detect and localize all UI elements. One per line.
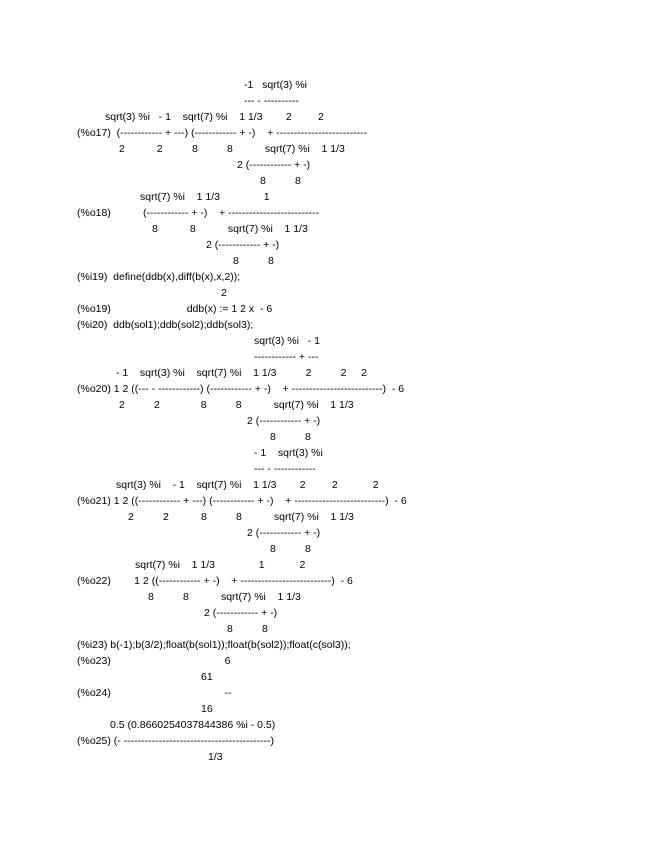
text-line: (%o24) -- [77, 687, 232, 699]
text-line: (%o23) 6 [77, 655, 231, 667]
text-line: 2 (------------ + -) [204, 607, 278, 619]
text-line: 2 (------------ + -) [237, 159, 311, 171]
text-line: (%i19) define(ddb(x),diff(b(x),x,2)); [77, 271, 241, 283]
text-line: -1 sqrt(3) %i [244, 79, 308, 91]
text-line: (%o18) (------------ + -) + -------------------------- [77, 207, 319, 219]
text-line: (%o22) 1 2 ((------------ + -) + --------------------------) - 6 [77, 575, 353, 587]
text-line: 2 (------------ + -) [247, 415, 321, 427]
text-line: sqrt(7) %i 1 1/3 1 [140, 191, 270, 203]
text-line: (%o25) (- ------------------------------------------) [77, 735, 275, 747]
text-line: sqrt(3) %i - 1 sqrt(7) %i 1 1/3 2 2 2 [116, 479, 379, 491]
text-line: (%o21) 1 2 ((------------ + ---) (------------ + -) + --------------------------) - 6 [77, 495, 407, 507]
text-line: ------------ + --- [254, 351, 319, 363]
text-line: 8 8 [233, 255, 274, 267]
text-line: 1/3 [208, 751, 223, 763]
text-line: sqrt(3) %i - 1 sqrt(7) %i 1 1/3 2 2 [105, 111, 324, 123]
text-line: 2 (------------ + -) [206, 239, 280, 251]
text-line: 8 8 sqrt(7) %i 1 1/3 [148, 591, 301, 603]
text-line: - 1 sqrt(3) %i sqrt(7) %i 1 1/3 2 2 2 [116, 367, 367, 379]
text-line: sqrt(7) %i 1 1/3 1 2 [135, 559, 306, 571]
text-line: 8 8 sqrt(7) %i 1 1/3 [152, 223, 308, 235]
text-line: 61 [201, 671, 213, 683]
text-line: --- - ---------- [244, 95, 299, 107]
text-line: 8 8 [270, 543, 311, 555]
text-line: (%i23) b(-1);b(3/2);float(b(sol1));float(b(sol2));float(c(sol3)); [77, 639, 351, 651]
text-line: 0.5 (0.8660254037844386 %i - 0.5) [110, 719, 276, 731]
text-line: 16 [201, 703, 213, 715]
text-line: - 1 sqrt(3) %i [254, 447, 323, 459]
text-line: (%o19) ddb(x) := 1 2 x - 6 [77, 303, 273, 315]
text-line: 2 2 8 8 sqrt(7) %i 1 1/3 [128, 511, 354, 523]
text-line: --- - ------------ [254, 463, 316, 475]
text-line: (%i20) ddb(sol1);ddb(sol2);ddb(sol3); [77, 319, 254, 331]
text-line: 2 (------------ + -) [247, 527, 321, 539]
text-line: 2 2 8 8 sqrt(7) %i 1 1/3 [119, 143, 345, 155]
text-line: 8 8 [227, 623, 268, 635]
text-line: 8 8 [260, 175, 301, 187]
text-line: (%o20) 1 2 ((--- - ------------) (------------ + -) + --------------------------) - 6 [77, 383, 405, 395]
text-line: (%o17) (------------ + ---) (------------ + -) + -------------------------- [77, 127, 368, 139]
text-line: 8 8 [270, 431, 311, 443]
text-line: sqrt(3) %i - 1 [254, 335, 320, 347]
text-line: 2 [221, 287, 227, 299]
text-line: 2 2 8 8 sqrt(7) %i 1 1/3 [119, 399, 354, 411]
